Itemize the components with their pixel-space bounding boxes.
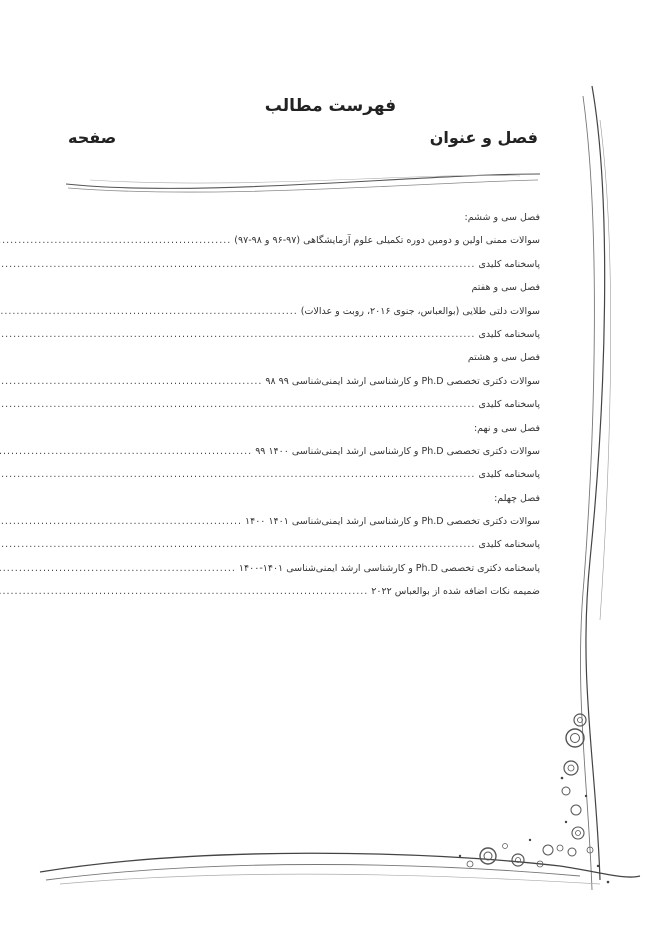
toc-chapter: فصل چهلم: <box>494 492 540 504</box>
column-header-page: صفحه <box>68 128 117 147</box>
toc-entry[interactable]: پاسخنامه کلیدی ..... <box>72 393 540 416</box>
toc-entry[interactable]: ضمیمه نکات اضافه شده از بوالعباس ۲۰۲۲ ..... <box>72 580 540 603</box>
toc-entry[interactable]: سوالات دکتری تخصصی Ph.D و کارشناسی ارشد ایمنی‌شناسی ۱۴۰۱ ۱۴۰۰ ..... <box>72 510 540 533</box>
table-of-contents <box>72 206 540 604</box>
toc-entry[interactable]: سوالات دکتری تخصصی Ph.D و کارشناسی ارشد ایمنی‌شناسی ۱۴۰۰ ۹۹ ..... <box>72 440 540 463</box>
toc-entry[interactable]: سوالات دکتری تخصصی Ph.D و کارشناسی ارشد ایمنی‌شناسی ۹۹ ۹۸ ..... <box>72 370 540 393</box>
toc-entry[interactable]: پاسخنامه کلیدی ..... <box>72 533 540 556</box>
toc-chapter: فصل سی و هفتم <box>471 282 540 294</box>
toc-entry[interactable]: سوالات دلتی طلایی (بوالعباس، جنوی ۲۰۱۶، روبت و عدالات) ..... <box>72 300 540 323</box>
toc-entry[interactable]: پاسخنامه دکتری تخصصی Ph.D و کارشناسی ارشد ایمنی‌شناسی ۱۴۰۱-۱۴۰۰ ..... <box>72 557 540 580</box>
toc-chapter: فصل سی و ششم: <box>464 212 540 223</box>
toc-entry[interactable]: پاسخنامه کلیدی ..... <box>72 253 540 276</box>
toc-entry[interactable]: پاسخنامه کلیدی ..... <box>72 463 540 486</box>
toc-entry[interactable]: سوالات ممنی اولین و دومین دوره تکمیلی علوم آزمایشگاهی (۹۷-۹۶ و ۹۸-۹۷) ..... <box>72 229 540 252</box>
toc-entry[interactable]: پاسخنامه کلیدی ..... <box>72 323 540 346</box>
column-header-title: فصل و عنوان <box>429 128 538 147</box>
page-title: فهرست مطالب <box>264 96 397 116</box>
toc-chapter: فصل سی و نهم: <box>473 422 540 434</box>
toc-chapter: فصل سی و هشتم <box>467 352 540 364</box>
